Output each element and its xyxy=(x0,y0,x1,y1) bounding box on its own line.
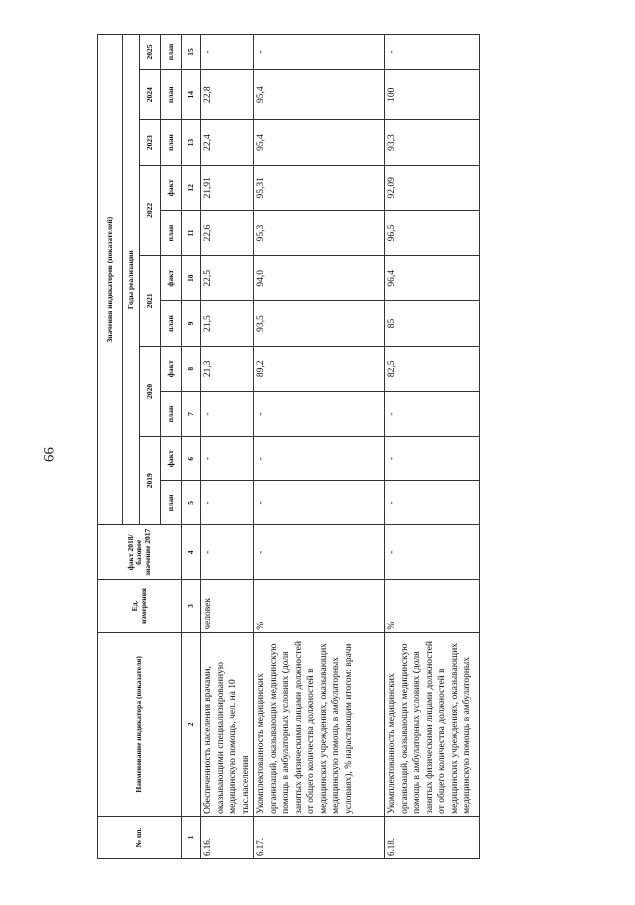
column-number: 6 xyxy=(182,437,201,481)
indicator-table xyxy=(97,34,480,859)
value-cell: - xyxy=(201,481,254,525)
value-cell: - xyxy=(385,35,480,70)
row-index: 6.18. xyxy=(385,816,480,858)
header-fact: факт xyxy=(161,346,182,391)
value-cell: 95,4 xyxy=(254,69,385,120)
column-number: 4 xyxy=(182,525,201,580)
row-index: 6.17. xyxy=(254,816,385,858)
table-row xyxy=(201,35,254,859)
value-cell: - xyxy=(385,437,480,481)
value-cell: 92,09 xyxy=(385,165,480,210)
value-cell: 94,0 xyxy=(254,256,385,301)
header-plan: план xyxy=(161,301,182,346)
column-number: 8 xyxy=(182,346,201,391)
indicator-name: Укомплектованность медицинских организаций, оказывающих медицинскую помощь в амбулаторных условиях (доля занятых физическими лицами должностей от общего количества должностей в медицинских учреждениях, оказывающих медицинскую помощь в амбулаторных условиях), % нарастающим итогом: врачи xyxy=(254,632,385,816)
value-cell: - xyxy=(385,525,480,580)
header-unit: Ед. измерения xyxy=(98,580,182,633)
column-number: 13 xyxy=(182,120,201,165)
column-number: 3 xyxy=(182,580,201,633)
header-name: Наименование индикатора (показателя) xyxy=(98,632,182,816)
value-cell: 82,5 xyxy=(385,346,480,391)
value-cell: 21,3 xyxy=(201,346,254,391)
column-number: 5 xyxy=(182,481,201,525)
value-cell: 95,3 xyxy=(254,210,385,255)
header-values-title: Значения индикаторов (показателей) xyxy=(98,35,123,525)
value-cell: 100 xyxy=(385,69,480,120)
column-number: 1 xyxy=(182,816,201,858)
value-cell: - xyxy=(254,525,385,580)
value-cell: 21,5 xyxy=(201,301,254,346)
header-fact: факт xyxy=(161,165,182,210)
value-cell: - xyxy=(254,35,385,70)
value-cell: - xyxy=(254,437,385,481)
page-number: 99 xyxy=(40,447,56,462)
column-number: 15 xyxy=(182,35,201,70)
value-cell: 22,8 xyxy=(201,69,254,120)
header-year-2023: 2023 xyxy=(140,120,161,165)
header-year-2021: 2021 xyxy=(140,256,161,346)
column-number: 7 xyxy=(182,391,201,436)
header-year-2020: 2020 xyxy=(140,346,161,436)
table-row xyxy=(254,35,385,859)
header-plan: план xyxy=(161,391,182,436)
indicator-table-rotated xyxy=(97,34,473,859)
value-cell: 93,5 xyxy=(254,301,385,346)
header-year-2022: 2022 xyxy=(140,165,161,255)
header-years-title: Годы реализации xyxy=(123,35,140,525)
header-year-2024: 2024 xyxy=(140,69,161,120)
value-cell: - xyxy=(385,391,480,436)
value-cell: 96,4 xyxy=(385,256,480,301)
value-cell: - xyxy=(254,481,385,525)
header-plan: план xyxy=(161,120,182,165)
value-cell: 93,3 xyxy=(385,120,480,165)
value-cell: - xyxy=(201,391,254,436)
table-row xyxy=(385,35,480,859)
column-number: 2 xyxy=(182,632,201,816)
unit-cell: % xyxy=(254,580,385,633)
column-number: 10 xyxy=(182,256,201,301)
value-cell: 95,31 xyxy=(254,165,385,210)
column-number-row xyxy=(182,35,201,859)
header-plan: план xyxy=(161,69,182,120)
value-cell: 85 xyxy=(385,301,480,346)
value-cell: 22,6 xyxy=(201,210,254,255)
header-plan: план xyxy=(161,481,182,525)
header-idx: № пп. xyxy=(98,816,182,858)
value-cell: - xyxy=(201,525,254,580)
value-cell: 22,4 xyxy=(201,120,254,165)
indicator-name: Укомплектованность медицинских организаций, оказывающих медицинскую помощь в амбулаторных условиях (доля занятых физическими лицами должностей от общего количества должностей в медицинских учреждениях, оказывающих медицинскую помощь в амбулаторных xyxy=(385,632,480,816)
column-number: 14 xyxy=(182,69,201,120)
value-cell: 89,2 xyxy=(254,346,385,391)
value-cell: 22,5 xyxy=(201,256,254,301)
column-number: 9 xyxy=(182,301,201,346)
value-cell: 21,91 xyxy=(201,165,254,210)
header-base: факт 2018/базовое значение 2017 xyxy=(98,525,182,580)
value-cell: - xyxy=(254,391,385,436)
header-fact: факт xyxy=(161,256,182,301)
value-cell: 95,4 xyxy=(254,120,385,165)
value-cell: 96,5 xyxy=(385,210,480,255)
row-index: 6.16. xyxy=(201,816,254,858)
header-fact: факт xyxy=(161,437,182,481)
indicator-name: Обеспеченность населения врачами, оказывающими специализированную медицинскую помощь, чел. на 10 тыс.населения xyxy=(201,632,254,816)
header-year-2019: 2019 xyxy=(140,437,161,525)
header-plan: план xyxy=(161,35,182,70)
column-number: 11 xyxy=(182,210,201,255)
header-year-2025: 2025 xyxy=(140,35,161,70)
unit-cell: % xyxy=(385,580,480,633)
value-cell: - xyxy=(201,437,254,481)
unit-cell: человек xyxy=(201,580,254,633)
header-plan: план xyxy=(161,210,182,255)
value-cell: - xyxy=(385,481,480,525)
value-cell: - xyxy=(201,35,254,70)
column-number: 12 xyxy=(182,165,201,210)
